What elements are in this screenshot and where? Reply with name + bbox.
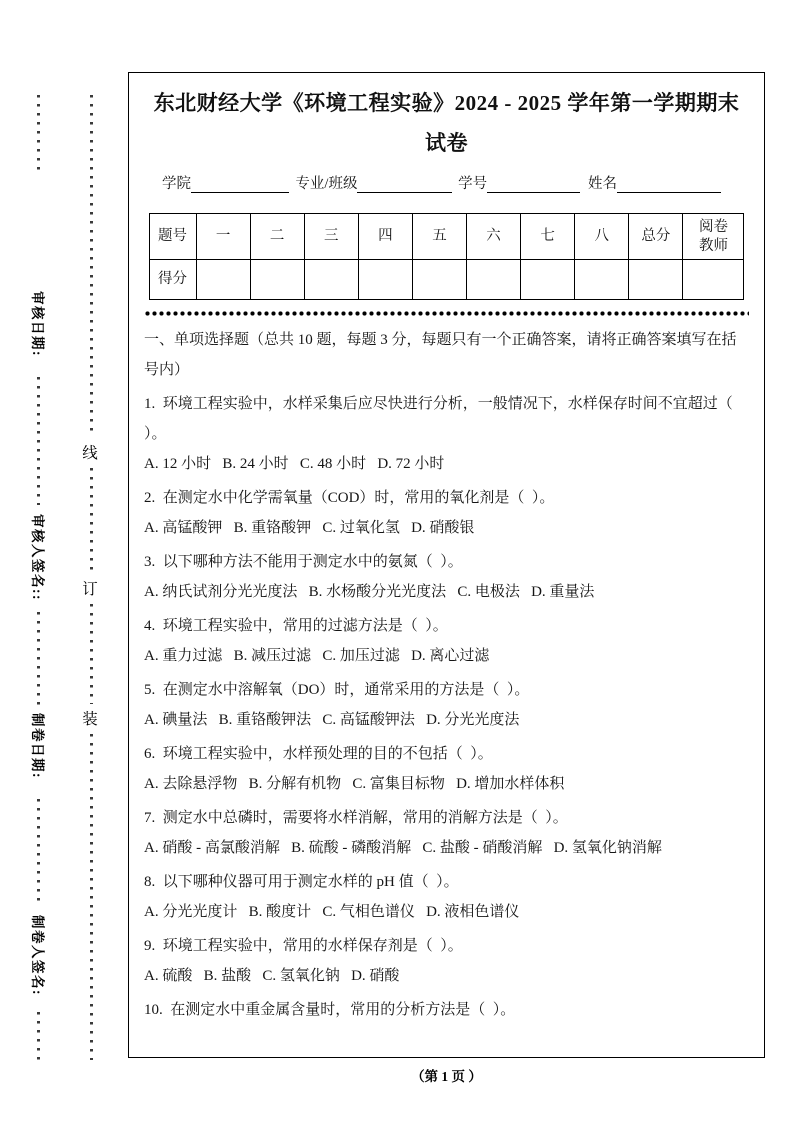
question-list <box>144 389 749 1025</box>
score-table-score-row <box>149 260 744 300</box>
question-area <box>144 325 749 1025</box>
question-block <box>144 931 749 991</box>
score-table-header-cell: 八 <box>575 214 629 260</box>
field-blank-major-class <box>357 175 452 193</box>
dotted-line-segment <box>37 799 40 907</box>
question-block <box>144 739 749 799</box>
question-text: 1. 环境工程实验中，水样采集后应尽快进行分析，一般情况下，水样保存时间不宜超过（ ）。 <box>144 396 741 442</box>
student-info-row <box>162 171 721 193</box>
score-table-score-cell <box>196 260 250 300</box>
dotted-separator <box>144 311 749 316</box>
score-table-header-cell: 一 <box>196 214 250 260</box>
score-table-header-cell: 阅卷教师 <box>683 214 744 260</box>
question-options: A. 12 小时 B. 24 小时 C. 48 小时 D. 72 小时 <box>144 456 445 472</box>
score-table-header-cell: 三 <box>304 214 358 260</box>
margin-label-maker-date: 制卷日期: <box>30 713 45 779</box>
section-heading: 一、单项选择题（总共 10 题，每题 3 分，每题只有一个正确答案，请将正确答案填写在括号内） <box>144 332 737 378</box>
binding-line-segment <box>90 468 93 574</box>
question-text: 5. 在测定水中溶解氧（DO）时，通常采用的方法是（ ）。 <box>144 682 530 698</box>
question-text: 3. 以下哪种方法不能用于测定水中的氨氮（ ）。 <box>144 554 463 570</box>
question-options: A. 硝酸 - 高氯酸消解 B. 硫酸 - 磷酸消解 C. 盐酸 - 硝酸消解 D. 氢氧化钠消解 <box>144 840 662 856</box>
question-text: 2. 在测定水中化学需氧量（COD）时，常用的氧化剂是（ ）。 <box>144 490 555 506</box>
score-table-label-question-number: 题号 <box>149 214 196 260</box>
exam-sheet <box>128 72 765 1058</box>
page-title: 东北财经大学《环境工程实验》2024 - 2025 学年第一学期期末试卷 <box>153 91 740 155</box>
field-blank-student-id <box>487 175 580 193</box>
field-label-college: 学院 <box>162 176 191 192</box>
question-options: A. 去除悬浮物 B. 分解有机物 C. 富集目标物 D. 增加水样体积 <box>144 776 565 792</box>
score-table-score-cell <box>412 260 466 300</box>
question-text: 10. 在测定水中重金属含量时，常用的分析方法是（ ）。 <box>144 1002 516 1018</box>
dotted-line-segment <box>37 95 40 173</box>
field-label-student-id: 学号 <box>458 176 488 192</box>
binding-line-segment <box>90 734 93 1060</box>
question-options: A. 碘量法 B. 重铬酸钾法 C. 高锰酸钾法 D. 分光光度法 <box>144 712 520 728</box>
score-table-header-cell: 四 <box>358 214 412 260</box>
question-text: 7. 测定水中总磷时，需要将水样消解，常用的消解方法是（ ）。 <box>144 810 568 826</box>
binding-char-mount: 装 <box>82 711 98 728</box>
score-table-header-cell: 总分 <box>629 214 683 260</box>
question-block <box>144 483 749 543</box>
binding-char-line: 线 <box>82 445 98 462</box>
field-label-major-class: 专业/班级 <box>295 176 358 192</box>
score-table-score-cell <box>521 260 575 300</box>
score-table-header-row <box>149 214 744 260</box>
field-label-name: 姓名 <box>588 176 617 192</box>
score-table-header-cell: 六 <box>467 214 521 260</box>
margin-label-maker-signature: 制卷人签名: <box>30 915 45 996</box>
question-block <box>144 675 749 735</box>
binding-char-staple: 订 <box>82 581 98 598</box>
score-table-score-cell <box>250 260 304 300</box>
score-table-label-score: 得分 <box>149 260 196 300</box>
question-block <box>144 611 749 671</box>
score-table-header-cell: 七 <box>521 214 575 260</box>
question-text: 8. 以下哪种仪器可用于测定水样的 pH 值（ ）。 <box>144 874 459 890</box>
score-table-header-cell: 五 <box>412 214 466 260</box>
question-block <box>144 389 749 479</box>
score-table-header-cell: 二 <box>250 214 304 260</box>
dotted-line-segment <box>37 612 40 706</box>
question-options: A. 重力过滤 B. 减压过滤 C. 加压过滤 D. 离心过滤 <box>144 648 490 664</box>
dotted-line-segment <box>37 377 40 505</box>
question-options: A. 高锰酸钾 B. 重铬酸钾 C. 过氧化氢 D. 硝酸银 <box>144 520 475 536</box>
score-table <box>149 213 745 300</box>
question-block <box>144 867 749 927</box>
field-blank-name <box>617 175 721 193</box>
question-options: A. 纳氏试剂分光光度法 B. 水杨酸分光光度法 C. 电极法 D. 重量法 <box>144 584 595 600</box>
question-options: A. 硫酸 B. 盐酸 C. 氢氧化钠 D. 硝酸 <box>144 968 400 984</box>
score-table-score-cell <box>304 260 358 300</box>
score-table-score-cell <box>575 260 629 300</box>
page-footer: （第 1 页 ） <box>411 1069 482 1084</box>
margin-label-audit-date: 审核日期: <box>30 291 45 357</box>
score-table-score-cell <box>629 260 683 300</box>
score-table-score-cell <box>358 260 412 300</box>
binding-line-segment <box>90 95 93 437</box>
margin-label-auditor-signature: 审核人签名:: <box>30 514 45 601</box>
question-block <box>144 995 749 1025</box>
score-table-score-cell <box>683 260 744 300</box>
question-options: A. 分光光度计 B. 酸度计 C. 气相色谱仪 D. 液相色谱仪 <box>144 904 520 920</box>
question-text: 9. 环境工程实验中，常用的水样保存剂是（ ）。 <box>144 938 463 954</box>
dotted-line-segment <box>37 1012 40 1062</box>
question-text: 6. 环境工程实验中，水样预处理的目的不包括（ ）。 <box>144 746 493 762</box>
field-blank-college <box>191 175 289 193</box>
question-block <box>144 803 749 863</box>
question-block <box>144 547 749 607</box>
question-text: 4. 环境工程实验中，常用的过滤方法是（ ）。 <box>144 618 448 634</box>
score-table-score-cell <box>467 260 521 300</box>
binding-line-segment <box>90 604 93 704</box>
